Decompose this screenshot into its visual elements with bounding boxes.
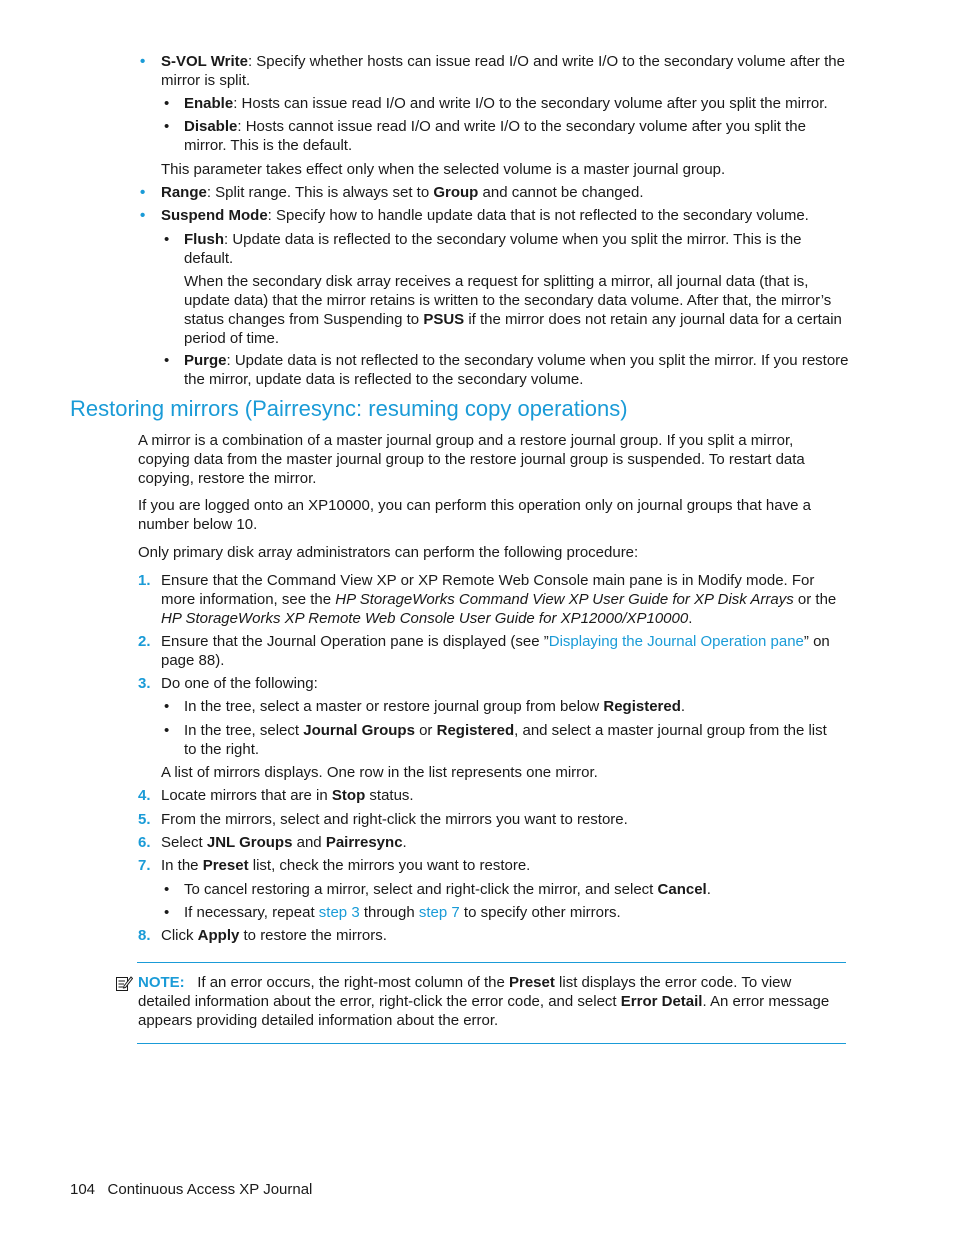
step-5: From the mirrors, select and right-click the mirrors you want to restore.	[161, 811, 628, 828]
step-7	[161, 856, 851, 875]
bullet-icon: •	[164, 118, 170, 135]
flush-para-end: if the mirror does not retain any journal data for a certain period of time.	[184, 311, 842, 347]
purge-term: Purge	[184, 352, 227, 369]
registered-term: Registered	[436, 722, 515, 739]
section-paragraph-3: Only primary disk array administrators can perform the following procedure:	[138, 544, 639, 561]
step-7-end: list, check the mirrors you want to restore.	[248, 857, 531, 874]
suspend-text: : Specify how to handle update data that is not reflected to the secondary volume.	[267, 207, 809, 224]
flush-text: : Update data is reflected to the secondary volume when you split the mirror. This is the default.	[184, 231, 802, 267]
step-number: 2.	[138, 633, 151, 650]
step-7-link[interactable]: step 7	[418, 904, 460, 921]
bullet-icon: •	[164, 904, 170, 921]
preset-term: Preset	[202, 857, 249, 874]
step-number: 7.	[138, 857, 151, 874]
note-bottom-rule	[137, 1043, 846, 1044]
suspend-term: Suspend Mode	[161, 207, 268, 224]
jnl-groups-term: JNL Groups	[206, 834, 293, 851]
registered-term: Registered	[603, 698, 681, 715]
bullet-icon: •	[140, 207, 146, 224]
range-item	[161, 183, 851, 202]
step-1-end: .	[688, 610, 693, 627]
bullet-icon: •	[164, 95, 170, 112]
step-number: 6.	[138, 834, 151, 851]
page-footer	[70, 1180, 312, 1199]
note-top-rule	[137, 962, 846, 963]
section-paragraph-1: A mirror is a combination of a master journal group and a restore journal group. If you split a mirror, copying data from the master journal group to the restore journal group is suspended. To restart data copying, restore the mirror.	[138, 432, 805, 487]
purge-text: : Update data is not reflected to the secondary volume when you split the mirror. If you restore the mirror, update data is reflected to the secondary volume.	[184, 352, 849, 388]
pairresync-term: Pairresync	[325, 834, 403, 851]
step-8	[161, 926, 851, 945]
step-8-text: Click	[161, 927, 198, 944]
range-text-end: and cannot be changed.	[478, 184, 644, 201]
bullet-icon: •	[164, 231, 170, 248]
step-1-guide-1: HP StorageWorks Command View XP User Guide for XP Disk Arrays	[335, 591, 794, 608]
svol-enable	[184, 94, 854, 113]
section-heading: Restoring mirrors (Pairresync: resuming copy operations)	[70, 396, 628, 421]
svol-term: S-VOL Write	[161, 53, 248, 70]
step-1	[161, 571, 846, 628]
psus-term: PSUS	[423, 311, 465, 328]
suspend-item	[161, 206, 851, 225]
enable-text: : Hosts can issue read I/O and write I/O to the secondary volume after you split the mirror.	[233, 95, 828, 112]
preset-term: Preset	[508, 974, 555, 991]
step-3-result: A list of mirrors displays. One row in the list represents one mirror.	[161, 764, 598, 781]
step-7-option-2	[184, 903, 849, 922]
apply-term: Apply	[197, 927, 240, 944]
step-3-option-1	[184, 697, 849, 716]
note-body-2: list displays the error code. To view detailed information about the error, right-click the error code, and select	[138, 974, 792, 1010]
flush-para-text: When the secondary disk array receives a request for splitting a mirror, all journal data (that is, update data) that the mirror retains is written to the secondary data volume. After that, the mirror’s status changes from Suspending to	[184, 273, 832, 328]
step-2-end: ” on page 88).	[161, 633, 830, 669]
option-2-end: , and select a master journal group from the list to the right.	[184, 722, 827, 758]
bullet-icon: •	[140, 53, 146, 70]
error-detail-term: Error Detail	[620, 993, 703, 1010]
range-group: Group	[433, 184, 479, 201]
step-6-and: and	[292, 834, 326, 851]
step-4	[161, 786, 851, 805]
step-1-or: or the	[793, 591, 837, 608]
repeat-end: to specify other mirrors.	[459, 904, 621, 921]
bullet-icon: •	[164, 881, 170, 898]
range-term: Range	[161, 184, 207, 201]
svol-item	[161, 52, 851, 90]
step-number: 8.	[138, 927, 151, 944]
step-6-end: .	[402, 834, 407, 851]
svol-disable	[184, 117, 844, 155]
step-7-text: In the	[161, 857, 203, 874]
svol-text: : Specify whether hosts can issue read I/O and write I/O to the secondary volume after the mirror is split.	[161, 53, 845, 89]
bullet-icon: •	[164, 352, 170, 369]
step-2-text: Ensure that the Journal Operation pane is displayed (see ”	[161, 633, 549, 650]
step-1-guide-2: HP StorageWorks XP Remote Web Console User Guide for XP12000/XP10000	[161, 610, 689, 627]
step-number: 1.	[138, 572, 151, 589]
step-6	[161, 833, 851, 852]
through-text: through	[359, 904, 419, 921]
step-number: 4.	[138, 787, 151, 804]
suspend-purge	[184, 351, 849, 389]
step-3-option-2	[184, 721, 839, 759]
option-2-text: In the tree, select	[184, 722, 304, 739]
footer-title: Continuous Access XP Journal	[107, 1181, 313, 1198]
step-8-end: to restore the mirrors.	[239, 927, 387, 944]
cancel-end: .	[706, 881, 711, 898]
option-1-end: .	[680, 698, 686, 715]
step-4-end: status.	[365, 787, 414, 804]
note-body: If an error occurs, the right-most column of the	[197, 974, 509, 991]
note-body-3: . An error message appears providing detailed information about the error.	[138, 993, 830, 1029]
note-pencil-icon	[115, 974, 133, 992]
step-4-text: Locate mirrors that are in	[161, 787, 332, 804]
step-7-option-1	[184, 880, 849, 899]
step-number: 3.	[138, 675, 151, 692]
cancel-text: To cancel restoring a mirror, select and right-click the mirror, and select	[184, 881, 658, 898]
cancel-term: Cancel	[657, 881, 707, 898]
svol-note: This parameter takes effect only when the selected volume is a master journal group.	[161, 161, 726, 178]
step-3-link[interactable]: step 3	[318, 904, 360, 921]
repeat-text: If necessary, repeat	[184, 904, 319, 921]
enable-term: Enable	[184, 95, 234, 112]
step-3: Do one of the following:	[161, 675, 318, 692]
stop-term: Stop	[331, 787, 366, 804]
option-2-or: or	[414, 722, 437, 739]
step-1-text: Ensure that the Command View XP or XP Remote Web Console main pane is in Modify mode. For more information, see the	[161, 572, 815, 608]
journal-groups-term: Journal Groups	[303, 722, 415, 739]
note-text	[138, 973, 848, 1030]
bullet-icon: •	[140, 184, 146, 201]
suspend-flush	[184, 230, 814, 268]
disable-term: Disable	[184, 118, 238, 135]
option-1-text: In the tree, select a master or restore journal group from below	[184, 698, 604, 715]
disable-text: : Hosts cannot issue read I/O and write I/O to the secondary volume after you split the mirror. This is the default.	[184, 118, 806, 154]
flush-term: Flush	[184, 231, 224, 248]
section-paragraph-2: If you are logged onto an XP10000, you can perform this operation only on journal groups that have a number below 10.	[138, 497, 811, 533]
step-2	[161, 632, 851, 670]
flush-paragraph	[184, 272, 849, 348]
journal-operation-pane-link[interactable]: Displaying the Journal Operation pane	[548, 633, 804, 650]
range-text: : Split range. This is always set to	[206, 184, 434, 201]
bullet-icon: •	[164, 698, 170, 715]
bullet-icon: •	[164, 722, 170, 739]
step-6-text: Select	[161, 834, 207, 851]
note-label: NOTE:	[138, 974, 185, 991]
step-number: 5.	[138, 811, 151, 828]
page-number: 104	[70, 1181, 96, 1198]
